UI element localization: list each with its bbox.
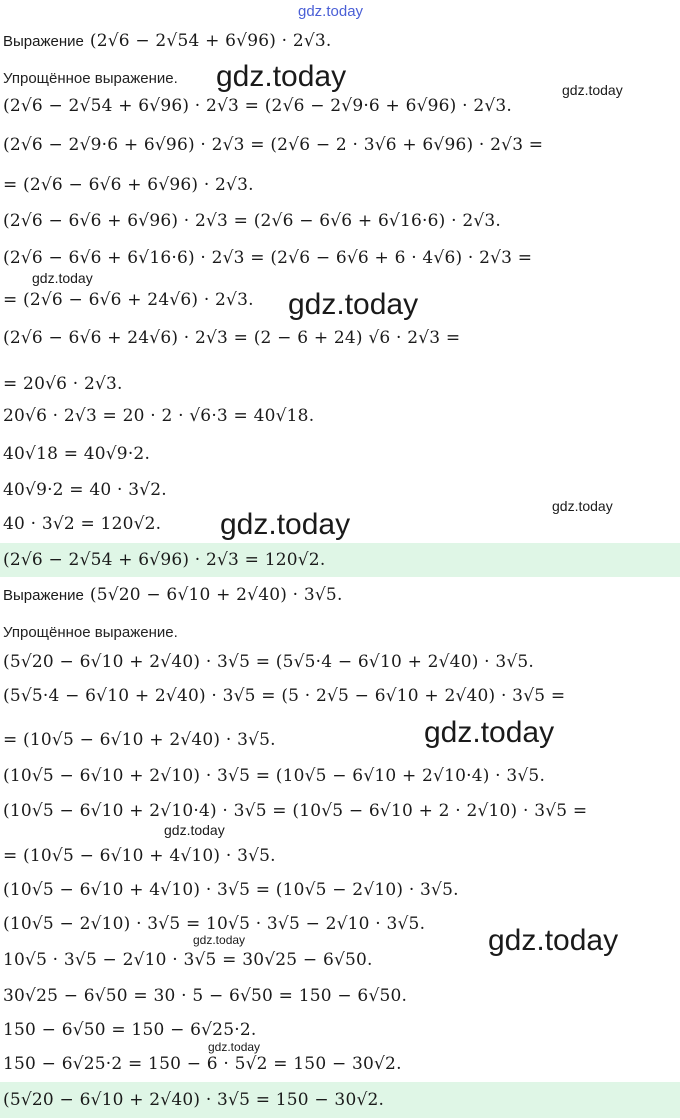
step-line: = (10√5 − 6√10 + 2√40) · 3√5. xyxy=(3,730,276,750)
step-line: = (2√6 − 6√6 + 6√96) · 2√3. xyxy=(3,175,254,195)
step-line: 150 − 6√50 = 150 − 6√25·2. xyxy=(3,1020,257,1040)
step-line: 40√9·2 = 40 · 3√2. xyxy=(3,480,167,500)
step-line: (10√5 − 6√10 + 4√10) · 3√5 = (10√5 − 2√10) · 3√5. xyxy=(3,880,459,900)
step-line: (2√6 − 6√6 + 6√16·6) · 2√3 = (2√6 − 6√6 + 6 · 4√6) · 2√3 = xyxy=(3,248,533,268)
expression-math: (5√20 − 6√10 + 2√40) · 3√5. xyxy=(89,585,343,605)
step-line: (5√20 − 6√10 + 2√40) · 3√5 = (5√5·4 − 6√10 + 2√40) · 3√5. xyxy=(3,652,535,672)
step-line: 40 · 3√2 = 120√2. xyxy=(3,514,162,534)
step-line: (10√5 − 6√10 + 2√10) · 3√5 = (10√5 − 6√10 + 2√10·4) · 3√5. xyxy=(3,766,546,786)
problem-2-simplified-label: Упрощённое выражение. xyxy=(3,624,178,641)
problem-1-expression xyxy=(0,31,680,51)
step-line: (10√5 − 2√10) · 3√5 = 10√5 · 3√5 − 2√10 · 3√5. xyxy=(3,914,426,934)
watermark: gdz.today xyxy=(562,82,623,98)
watermark: gdz.today xyxy=(164,822,225,838)
step-line: (2√6 − 2√9·6 + 6√96) · 2√3 = (2√6 − 2 · 3√6 + 6√96) · 2√3 = xyxy=(3,135,544,155)
watermark: gdz.today xyxy=(488,924,619,957)
step-line: 30√25 − 6√50 = 30 · 5 − 6√50 = 150 − 6√50. xyxy=(3,986,408,1006)
step-line: (2√6 − 2√54 + 6√96) · 2√3 = (2√6 − 2√9·6 + 6√96) · 2√3. xyxy=(3,96,512,116)
step-line: (10√5 − 6√10 + 2√10·4) · 3√5 = (10√5 − 6√10 + 2 · 2√10) · 3√5 = xyxy=(3,801,588,821)
step-line: = (2√6 − 6√6 + 24√6) · 2√3. xyxy=(3,290,254,310)
expression-label: Выражение xyxy=(3,33,84,50)
step-line: (5√5·4 − 6√10 + 2√40) · 3√5 = (5 · 2√5 − 6√10 + 2√40) · 3√5 = xyxy=(3,686,566,706)
watermark: gdz.today xyxy=(32,270,93,286)
step-line: 150 − 6√25·2 = 150 − 6 · 5√2 = 150 − 30√2. xyxy=(3,1054,402,1074)
expression-label: Выражение xyxy=(3,587,84,604)
step-line: = (10√5 − 6√10 + 4√10) · 3√5. xyxy=(3,846,276,866)
step-line: (2√6 − 6√6 + 24√6) · 2√3 = (2 − 6 + 24) √6 · 2√3 = xyxy=(3,328,461,348)
step-line: 40√18 = 40√9·2. xyxy=(3,444,151,464)
watermark: gdz.today xyxy=(220,508,351,541)
watermark: gdz.today xyxy=(208,1040,261,1054)
step-line: 20√6 · 2√3 = 20 · 2 · √6·3 = 40√18. xyxy=(3,406,315,426)
step-line: 10√5 · 3√5 − 2√10 · 3√5 = 30√25 − 6√50. xyxy=(3,950,373,970)
watermark: gdz.today xyxy=(298,3,364,20)
expression-math: (2√6 − 2√54 + 6√96) · 2√3. xyxy=(89,31,332,51)
problem-2-expression xyxy=(0,585,680,605)
step-line: = 20√6 · 2√3. xyxy=(3,374,123,394)
watermark: gdz.today xyxy=(552,498,613,514)
problem-1-simplified-label: Упрощённое выражение. xyxy=(3,70,178,87)
watermark: gdz.today xyxy=(193,933,246,947)
watermark: gdz.today xyxy=(424,716,555,749)
step-line: (2√6 − 6√6 + 6√96) · 2√3 = (2√6 − 6√6 + 6√16·6) · 2√3. xyxy=(3,211,501,231)
problem-1-answer: (2√6 − 2√54 + 6√96) · 2√3 = 120√2. xyxy=(0,543,680,577)
watermark: gdz.today xyxy=(216,60,347,93)
problem-2-answer: (5√20 − 6√10 + 2√40) · 3√5 = 150 − 30√2. xyxy=(0,1082,680,1118)
watermark: gdz.today xyxy=(288,288,419,321)
